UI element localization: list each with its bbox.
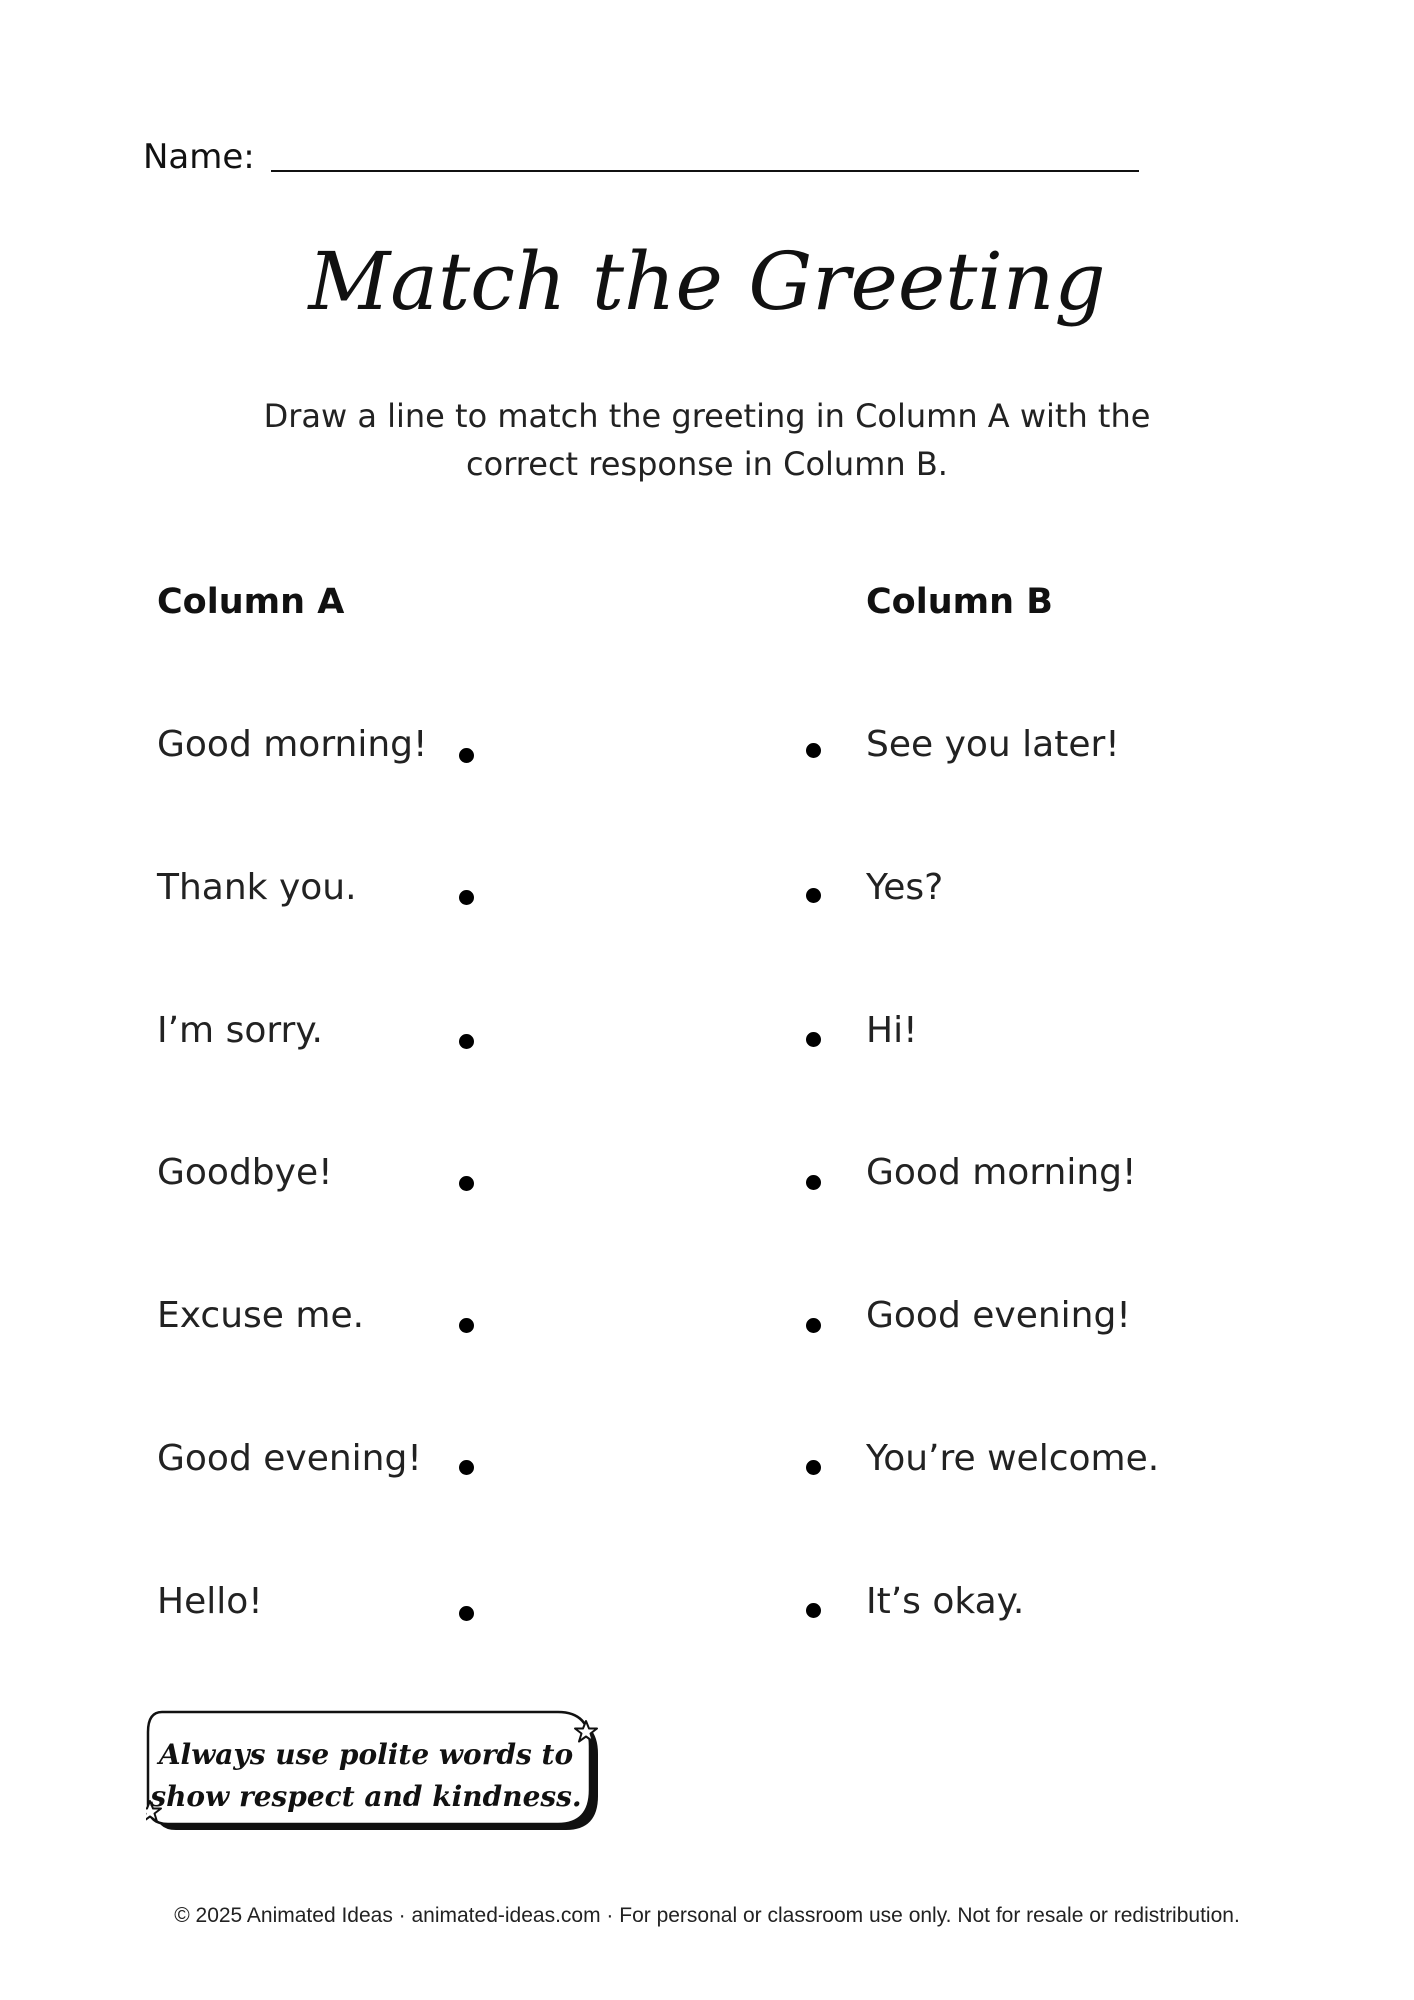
name-label: Name: — [143, 137, 255, 177]
column-a-item-4: Goodbye! — [157, 1152, 333, 1193]
tip-box — [146, 1710, 602, 1834]
column-b-dot-1[interactable] — [806, 743, 821, 758]
column-b-item-4: Good morning! — [866, 1152, 1137, 1193]
column-b-dot-7[interactable] — [806, 1603, 821, 1618]
column-b-dot-4[interactable] — [806, 1175, 821, 1190]
worksheet-title: Match the Greeting — [308, 235, 1106, 328]
column-b-item-2: Yes? — [866, 867, 944, 908]
column-b-dot-2[interactable] — [806, 888, 821, 903]
column-a-header: Column A — [157, 582, 345, 622]
name-row — [143, 137, 1139, 177]
column-b-item-7: It’s okay. — [866, 1581, 1025, 1622]
column-a-dot-6[interactable] — [459, 1460, 474, 1475]
column-a-item-6: Good evening! — [157, 1438, 422, 1479]
column-a-item-7: Hello! — [157, 1581, 263, 1622]
column-a-item-3: I’m sorry. — [157, 1010, 323, 1051]
column-b-header: Column B — [866, 582, 1053, 622]
footer-copyright: © 2025 Animated Ideas · animated-ideas.com · For personal or classroom use only. Not for resale or redistribution. — [174, 1904, 1240, 1927]
column-a-dot-5[interactable] — [459, 1318, 474, 1333]
column-b-dot-3[interactable] — [806, 1032, 821, 1047]
column-b-item-5: Good evening! — [866, 1295, 1131, 1336]
column-a-item-2: Thank you. — [157, 867, 357, 908]
instructions-line-2: correct response in Column B. — [466, 445, 948, 483]
column-a-dot-2[interactable] — [459, 890, 474, 905]
tip-line-1: Always use polite words to — [158, 1738, 574, 1771]
instructions-line-1: Draw a line to match the greeting in Column A with the — [263, 397, 1151, 435]
column-a-item-1: Good morning! — [157, 724, 428, 765]
column-b-dot-6[interactable] — [806, 1460, 821, 1475]
column-a-dot-4[interactable] — [459, 1176, 474, 1191]
column-b-item-1: See you later! — [866, 724, 1120, 765]
column-a-dot-7[interactable] — [459, 1606, 474, 1621]
instructions — [200, 392, 1214, 488]
column-b-dot-5[interactable] — [806, 1318, 821, 1333]
column-a-dot-3[interactable] — [459, 1034, 474, 1049]
tip-line-2: show respect and kindness. — [150, 1780, 582, 1813]
column-a-dot-1[interactable] — [459, 748, 474, 763]
name-line[interactable] — [271, 170, 1139, 172]
column-a-item-5: Excuse me. — [157, 1295, 365, 1336]
tip-text — [146, 1734, 586, 1818]
column-b-item-3: Hi! — [866, 1010, 918, 1051]
column-b-item-6: You’re welcome. — [866, 1438, 1160, 1479]
